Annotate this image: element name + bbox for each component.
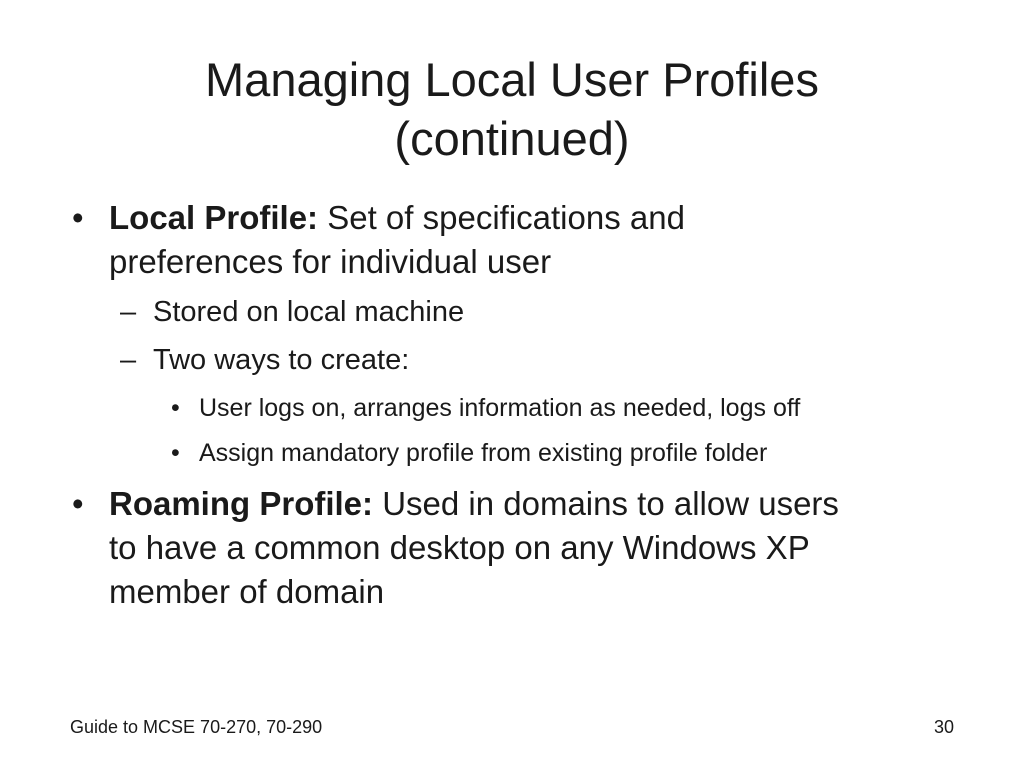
bullet-marker: •: [171, 394, 180, 422]
bullet-roaming-profile-line3: member of domain: [109, 573, 385, 610]
dash-marker: –: [120, 296, 137, 328]
bullet-local-profile-line1: Set of specifications and: [327, 199, 685, 236]
slide-title-line1: Managing Local User Profiles: [205, 53, 819, 106]
subsubbullet-assign-text: Assign mandatory profile from existing profile folder: [199, 439, 768, 467]
slide-title-line2: (continued): [394, 112, 630, 165]
subsubbullet-logs-on-text: User logs on, arranges information as needed, logs off: [199, 394, 801, 422]
bullet-marker: •: [72, 485, 84, 522]
bullet-local-profile-text: [109, 196, 949, 284]
bullet-roaming-profile-line2: to have a common desktop on any Windows XP: [109, 529, 810, 566]
bullet-local-profile-line2: preferences for individual user: [109, 243, 552, 280]
bullet-term-local-profile: Local Profile:: [109, 199, 319, 236]
bullet-roaming-profile-text: [109, 482, 949, 614]
bullet-roaming-profile-line1: Used in domains to allow users: [382, 485, 839, 522]
footer-source: Guide to MCSE 70-270, 70-290: [70, 717, 323, 737]
subbullet-stored-text: Stored on local machine: [153, 296, 465, 328]
bullet-marker: •: [171, 439, 180, 467]
dash-marker: –: [120, 344, 137, 376]
page-number: 30: [933, 717, 954, 737]
bullet-term-roaming-profile: Roaming Profile:: [109, 485, 374, 522]
bullet-marker: •: [72, 199, 84, 236]
subbullet-two-ways-text: Two ways to create:: [153, 344, 410, 376]
